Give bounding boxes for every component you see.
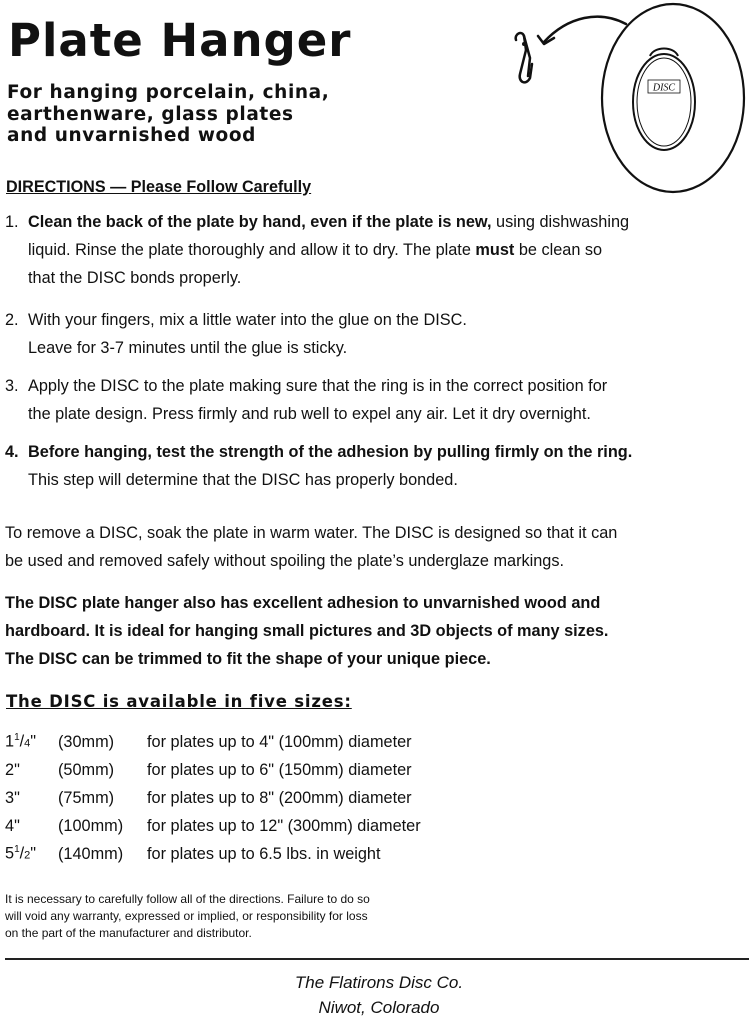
size-row [5, 784, 421, 812]
wood-paragraph [5, 589, 753, 673]
disc-icon [633, 49, 695, 151]
size-inches: 3" [5, 788, 20, 807]
size-row [5, 840, 421, 868]
hanger-hook-icon [516, 33, 532, 82]
step-line [28, 236, 629, 264]
step-3 [5, 372, 749, 428]
size-description: for plates up to 12" (300mm) diameter [147, 816, 421, 835]
size-inches: 2" [5, 760, 20, 779]
subtitle-line: For hanging porcelain, china, [7, 82, 330, 103]
step-number: 2. [5, 311, 19, 329]
paragraph-line: The DISC can be trimmed to fit the shape of your unique piece. [5, 650, 491, 668]
curved-arrow-icon [538, 17, 626, 44]
step-line: that the DISC bonds properly. [28, 269, 242, 287]
size-mm: (75mm) [58, 788, 115, 807]
step-bold-text: must [475, 241, 515, 259]
step-line: the plate design. Press firmly and rub well to expel any air. Let it dry overnight. [28, 405, 591, 423]
size-inches: 4" [5, 816, 20, 835]
size-description: for plates up to 8" (200mm) diameter [147, 788, 412, 807]
size-row [5, 756, 421, 784]
step-text: be clean so [514, 241, 603, 259]
step-line: Before hanging, test the strength of the adhesion by pulling firmly on the ring. [28, 443, 633, 461]
step-bold-text: Clean the back of the plate by hand, even if the plate is new, [28, 213, 492, 231]
disclaimer-line: It is necessary to carefully follow all of the directions. Failure to do so [5, 892, 370, 906]
company-name: The Flatirons Disc Co. [294, 973, 464, 992]
size-description: for plates up to 4" (100mm) diameter [147, 732, 412, 751]
size-mm: (30mm) [58, 732, 115, 751]
size-mm: (50mm) [58, 760, 115, 779]
disclaimer [5, 891, 370, 942]
paragraph-line: be used and removed safely without spoiling the plate’s underglaze markings. [5, 552, 565, 570]
disc-label: DISC [652, 82, 676, 94]
size-description: for plates up to 6" (150mm) diameter [147, 760, 412, 779]
size-description: for plates up to 6.5 lbs. in weight [147, 844, 381, 863]
subtitle-line: and unvarnished wood [7, 125, 257, 146]
step-line: Apply the DISC to the plate making sure that the ring is in the correct position for [28, 377, 608, 395]
paragraph-line: The DISC plate hanger also has excellent adhesion to unvarnished wood and [5, 594, 601, 612]
subtitle-line: earthenware, glass plates [7, 103, 294, 125]
step-number: 3. [5, 377, 19, 395]
paragraph-line: To remove a DISC, soak the plate in warm water. The DISC is designed so that it can [5, 524, 618, 542]
company-location: Niwot, Colorado [318, 998, 440, 1017]
size-mm: (100mm) [58, 816, 124, 835]
disclaimer-line: on the part of the manufacturer and distributor. [5, 926, 252, 940]
size-row [5, 728, 421, 756]
step-number: 1. [5, 213, 19, 231]
sizes-table [5, 728, 421, 868]
directions-heading: DIRECTIONS — Please Follow Carefully [6, 177, 312, 196]
step-text: liquid. Rinse the plate thoroughly and allow it to dry. The plate [28, 241, 476, 259]
step-line: With your fingers, mix a little water into the glue on the DISC. [28, 311, 467, 329]
page-title: Plate Hanger [8, 14, 352, 67]
size-inches: $5^1/2$" [5, 844, 37, 863]
step-line: Leave for 3-7 minutes until the glue is sticky. [28, 339, 348, 357]
step-text: using dishwashing [491, 213, 630, 231]
remove-paragraph [5, 519, 753, 575]
divider [5, 958, 749, 960]
sizes-heading: The DISC is available in five sizes: [6, 692, 352, 711]
subtitle [7, 82, 329, 147]
size-inches: $1^1/4$" [5, 732, 37, 751]
plate-icon [602, 4, 744, 192]
size-row [5, 812, 421, 840]
step-line [28, 208, 629, 236]
disclaimer-line: will void any warranty, expressed or implied, or responsibility for loss [5, 909, 368, 923]
paragraph-line: hardboard. It is ideal for hanging small pictures and 3D objects of many sizes. [5, 622, 609, 640]
footer [0, 970, 754, 1020]
step-1 [5, 208, 749, 292]
step-4 [5, 438, 749, 494]
size-mm: (140mm) [58, 844, 124, 863]
step-number: 4. [5, 443, 19, 461]
step-line: This step will determine that the DISC has properly bonded. [28, 471, 458, 489]
step-2 [5, 306, 749, 362]
plate-hanger-illustration [508, 2, 754, 198]
